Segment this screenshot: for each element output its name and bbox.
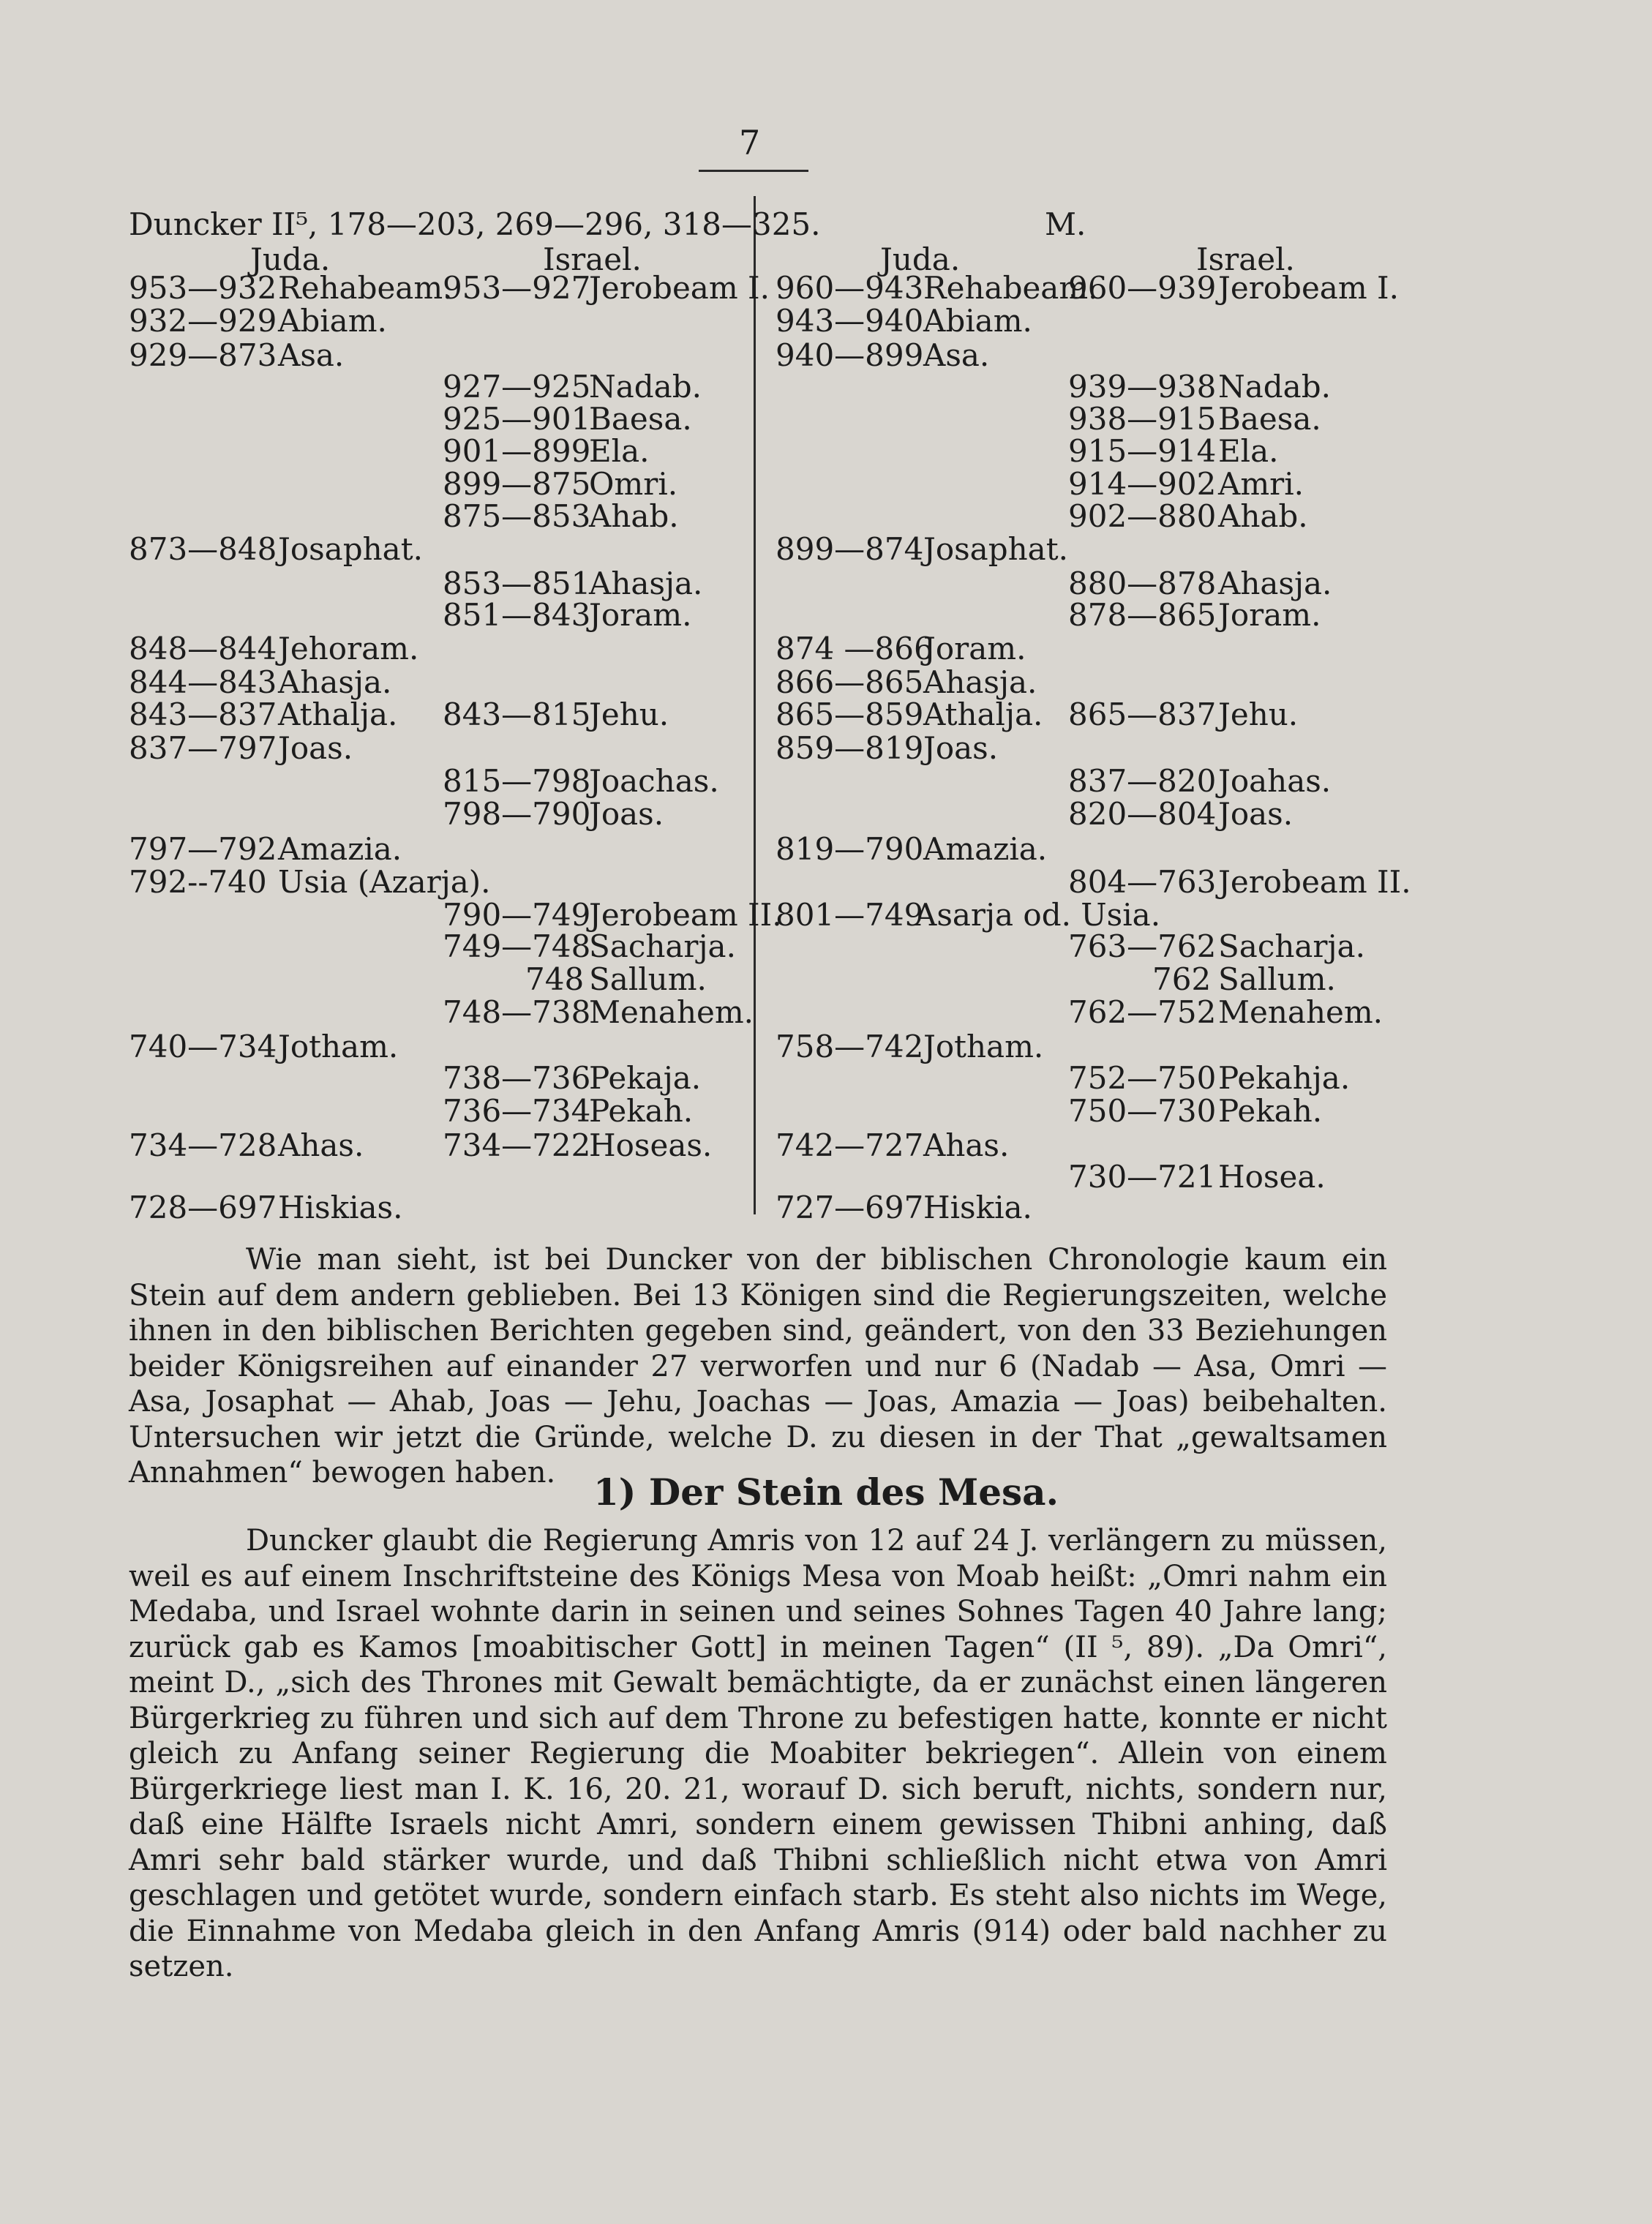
m-israel-name: Sacharja. bbox=[1218, 928, 1365, 964]
m-juda-dates: 874 —866 bbox=[776, 631, 934, 666]
duncker-heading: Duncker II⁵, 178—203, 269—296, 318—325. bbox=[129, 206, 821, 242]
duncker-juda-name: Ahas. bbox=[278, 1127, 364, 1163]
duncker-juda-name: Amazia. bbox=[278, 831, 402, 867]
m-juda-dates: 742—727 bbox=[776, 1127, 924, 1163]
duncker-israel-dates: 790—749 bbox=[443, 897, 591, 933]
paragraph-2: Duncker glaubt die Regierung Amris von 12 auf 24 J. verlängern zu müssen, weil es auf einem Inschriftsteine des Königs Mesa von Moab heißt: „Omri nahm ein Medaba, und Israel wohnte darin in seinen und seines Sohnes Tagen 40 Jahre lang; zurück gab es Kamos [moabitischer Gott] in meinen Tagen“ (II ⁵, 89). „Da Omri“, meint D., „sich des Thrones mit Gewalt bemächtigte, da er zunächst einen längeren Bürgerkrieg zu führen und sich auf dem Throne zu befestigen hatte, konnte er nicht gleich zu Anfang seiner Regierung die Moabiter bekriegen“. Allein von einem Bürgerkriege liest man I. K. 16, 20. 21, worauf D. sich beruft, nichts, sondern nur, daß eine Hälfte Israels nicht Amri, sondern einem gewissen Thibni anhing, daß Amri sehr bald stärker wurde, und daß Thibni schließlich nicht etwa von Amri geschlagen und getötet wurde, sondern einfach starb. Es steht also nichts im Wege, die Einnahme von Medaba gleich in den Anfang Amris (914) oder bald nachher zu setzen. bbox=[129, 1524, 1387, 1983]
duncker-juda-dates: 797—792 bbox=[129, 831, 277, 867]
section-heading: 1) Der Stein des Mesa. bbox=[593, 1470, 1059, 1514]
m-juda-dates: 899—874 bbox=[776, 531, 924, 567]
m-juda-name: Joram. bbox=[923, 631, 1026, 666]
m-juda-name: Ahasja. bbox=[923, 664, 1037, 700]
m-israel-name: Ahasja. bbox=[1218, 566, 1332, 601]
duncker-israel-name: Joram. bbox=[589, 597, 692, 633]
duncker-juda-name: Ahasja. bbox=[278, 664, 392, 700]
m-israel-name: Menahem. bbox=[1218, 994, 1383, 1030]
duncker-israel-dates: 927—925 bbox=[443, 369, 591, 405]
duncker-israel-dates: 953—927 bbox=[443, 270, 591, 306]
page-number-rule bbox=[699, 170, 808, 172]
duncker-israel-dates: 734—722 bbox=[443, 1127, 591, 1163]
m-israel-name: Hosea. bbox=[1218, 1159, 1326, 1195]
m-israel-name: Ela. bbox=[1218, 433, 1279, 469]
label-duncker-juda: Juda. bbox=[250, 241, 331, 277]
m-israel-dates: 938—915 bbox=[1068, 401, 1217, 437]
m-juda-dates: 960—943 bbox=[776, 270, 924, 306]
duncker-juda-name: Rehabeam. bbox=[278, 270, 453, 306]
m-juda-name: Hiskia. bbox=[923, 1190, 1032, 1225]
duncker-juda-name: Athalja. bbox=[278, 696, 398, 732]
duncker-juda-name: Jehoram. bbox=[278, 631, 419, 666]
paragraph-conclusion bbox=[129, 1242, 1387, 1491]
duncker-juda-dates: 728—697 bbox=[129, 1190, 277, 1225]
m-israel-name: Joram. bbox=[1218, 597, 1321, 633]
duncker-juda-name: Josaphat. bbox=[278, 531, 423, 567]
m-israel-name: Baesa. bbox=[1218, 401, 1321, 437]
duncker-israel-dates: 925—901 bbox=[443, 401, 591, 437]
duncker-juda-name: Hiskias. bbox=[278, 1190, 403, 1225]
m-juda-dates: 940—899 bbox=[776, 337, 924, 373]
m-israel-name: Jerobeam I. bbox=[1218, 270, 1399, 306]
duncker-juda-name: Joas. bbox=[278, 730, 353, 766]
duncker-israel-name: Ahasja. bbox=[589, 566, 703, 601]
m-israel-dates: 752—750 bbox=[1068, 1060, 1217, 1096]
column-divider bbox=[754, 196, 756, 1214]
m-israel-name: Ahab. bbox=[1218, 498, 1308, 534]
m-juda-name: Ahas. bbox=[923, 1127, 1010, 1163]
paragraph-mesa bbox=[129, 1523, 1387, 1985]
m-juda-dates: 727—697 bbox=[776, 1190, 924, 1225]
duncker-juda-dates: 734—728 bbox=[129, 1127, 277, 1163]
duncker-juda-name: Usia (Azarja). bbox=[278, 864, 491, 900]
duncker-juda-dates: 932—929 bbox=[129, 303, 277, 339]
duncker-israel-dates: 749—748 bbox=[443, 928, 591, 964]
m-israel-dates: 763—762 bbox=[1068, 928, 1217, 964]
duncker-israel-name: Pekah. bbox=[589, 1093, 694, 1129]
duncker-israel-name: Jehu. bbox=[589, 696, 669, 732]
m-israel-dates: 915—914 bbox=[1068, 433, 1217, 469]
m-israel-dates: 865—837 bbox=[1068, 696, 1217, 732]
m-israel-dates: 762 bbox=[1152, 961, 1212, 997]
duncker-israel-dates: 798—790 bbox=[443, 796, 591, 832]
m-israel-dates: 804—763 bbox=[1068, 864, 1217, 900]
duncker-juda-name: Abiam. bbox=[278, 303, 387, 339]
m-heading: M. bbox=[1045, 206, 1086, 242]
duncker-juda-dates: 740—734 bbox=[129, 1029, 277, 1064]
m-israel-dates: 914—902 bbox=[1068, 466, 1217, 502]
duncker-israel-name: Jerobeam II. bbox=[589, 897, 782, 933]
duncker-israel-name: Joas. bbox=[589, 796, 664, 832]
duncker-israel-name: Pekaja. bbox=[589, 1060, 702, 1096]
duncker-juda-dates: 873—848 bbox=[129, 531, 277, 567]
m-israel-dates: 762—752 bbox=[1068, 994, 1217, 1030]
duncker-israel-dates: 748—738 bbox=[443, 994, 591, 1030]
m-juda-dates: 758—742 bbox=[776, 1029, 924, 1064]
m-juda-name: Asarja od. Usia. bbox=[915, 897, 1161, 933]
duncker-israel-name: Jerobeam I. bbox=[589, 270, 770, 306]
duncker-juda-dates: 837—797 bbox=[129, 730, 277, 766]
m-juda-dates: 801—749 bbox=[776, 897, 924, 933]
paragraph-1: Wie man sieht, ist bei Duncker von der biblischen Chronologie kaum ein Stein auf dem andern geblieben. Bei 13 Königen sind die Regierungszeiten, welche ihnen in den biblischen Berichten gegeben sind, geändert, von den 33 Beziehungen beider Königsreihen auf einander 27 verworfen und nur 6 (Nadab — Asa, Omri — Asa, Josaphat — Ahab, Joas — Jehu, Joachas — Joas, Amazia — Joas) beibehalten. Untersuchen wir jetzt die Gründe, welche D. zu diesen in der That „gewaltsamen Annahmen“ bewogen haben. bbox=[129, 1243, 1387, 1489]
m-juda-name: Joas. bbox=[923, 730, 999, 766]
duncker-juda-name: Asa. bbox=[278, 337, 345, 373]
duncker-israel-name: Sallum. bbox=[589, 961, 707, 997]
duncker-israel-name: Sacharja. bbox=[589, 928, 736, 964]
m-juda-dates: 866—865 bbox=[776, 664, 924, 700]
m-israel-dates: 902—880 bbox=[1068, 498, 1217, 534]
duncker-israel-dates: 853—851 bbox=[443, 566, 591, 601]
m-israel-name: Jehu. bbox=[1218, 696, 1299, 732]
duncker-israel-dates: 815—798 bbox=[443, 763, 591, 799]
duncker-israel-name: Ela. bbox=[589, 433, 650, 469]
duncker-israel-name: Nadab. bbox=[589, 369, 702, 405]
m-israel-dates: 730—721 bbox=[1068, 1159, 1217, 1195]
m-israel-name: Joahas. bbox=[1218, 763, 1332, 799]
duncker-israel-name: Hoseas. bbox=[589, 1127, 713, 1163]
m-juda-name: Rehabeam. bbox=[923, 270, 1098, 306]
duncker-israel-dates: 851—843 bbox=[443, 597, 591, 633]
duncker-israel-dates: 736—734 bbox=[443, 1093, 591, 1129]
duncker-israel-name: Menahem. bbox=[589, 994, 754, 1030]
m-juda-name: Jotham. bbox=[923, 1029, 1044, 1064]
m-juda-name: Abiam. bbox=[923, 303, 1032, 339]
duncker-juda-dates: 844—843 bbox=[129, 664, 277, 700]
duncker-juda-name: Jotham. bbox=[278, 1029, 399, 1064]
duncker-israel-dates: 875—853 bbox=[443, 498, 591, 534]
label-m-israel: Israel. bbox=[1196, 241, 1295, 277]
m-israel-dates: 939—938 bbox=[1068, 369, 1217, 405]
m-israel-name: Joas. bbox=[1218, 796, 1294, 832]
m-israel-dates: 750—730 bbox=[1068, 1093, 1217, 1129]
page-number: 7 bbox=[739, 123, 761, 162]
m-juda-name: Amazia. bbox=[923, 831, 1048, 867]
duncker-israel-dates: 899—875 bbox=[443, 466, 591, 502]
m-juda-dates: 819—790 bbox=[776, 831, 924, 867]
m-israel-name: Pekah. bbox=[1218, 1093, 1323, 1129]
duncker-israel-dates: 748 bbox=[525, 961, 585, 997]
duncker-juda-dates: 792--740 bbox=[129, 864, 267, 900]
m-israel-dates: 878—865 bbox=[1068, 597, 1217, 633]
duncker-israel-name: Ahab. bbox=[589, 498, 679, 534]
m-israel-name: Nadab. bbox=[1218, 369, 1331, 405]
duncker-israel-name: Baesa. bbox=[589, 401, 692, 437]
duncker-juda-dates: 953—932 bbox=[129, 270, 277, 306]
duncker-israel-dates: 843—815 bbox=[443, 696, 591, 732]
label-duncker-israel: Israel. bbox=[543, 241, 642, 277]
m-israel-dates: 837—820 bbox=[1068, 763, 1217, 799]
label-m-juda: Juda. bbox=[880, 241, 961, 277]
m-israel-name: Pekahja. bbox=[1218, 1060, 1351, 1096]
m-juda-name: Josaphat. bbox=[923, 531, 1068, 567]
m-juda-name: Asa. bbox=[923, 337, 990, 373]
m-israel-name: Jerobeam II. bbox=[1218, 864, 1411, 900]
duncker-juda-dates: 848—844 bbox=[129, 631, 277, 666]
duncker-israel-dates: 738—736 bbox=[443, 1060, 591, 1096]
duncker-israel-name: Joachas. bbox=[589, 763, 719, 799]
m-juda-name: Athalja. bbox=[923, 696, 1043, 732]
duncker-israel-name: Omri. bbox=[589, 466, 678, 502]
m-juda-dates: 859—819 bbox=[776, 730, 924, 766]
duncker-israel-dates: 901—899 bbox=[443, 433, 591, 469]
m-israel-dates: 880—878 bbox=[1068, 566, 1217, 601]
m-juda-dates: 943—940 bbox=[776, 303, 924, 339]
m-israel-dates: 820—804 bbox=[1068, 796, 1217, 832]
duncker-juda-dates: 929—873 bbox=[129, 337, 277, 373]
m-juda-dates: 865—859 bbox=[776, 696, 924, 732]
duncker-juda-dates: 843—837 bbox=[129, 696, 277, 732]
m-israel-name: Amri. bbox=[1218, 466, 1304, 502]
m-israel-name: Sallum. bbox=[1218, 961, 1336, 997]
m-israel-dates: 960—939 bbox=[1068, 270, 1217, 306]
